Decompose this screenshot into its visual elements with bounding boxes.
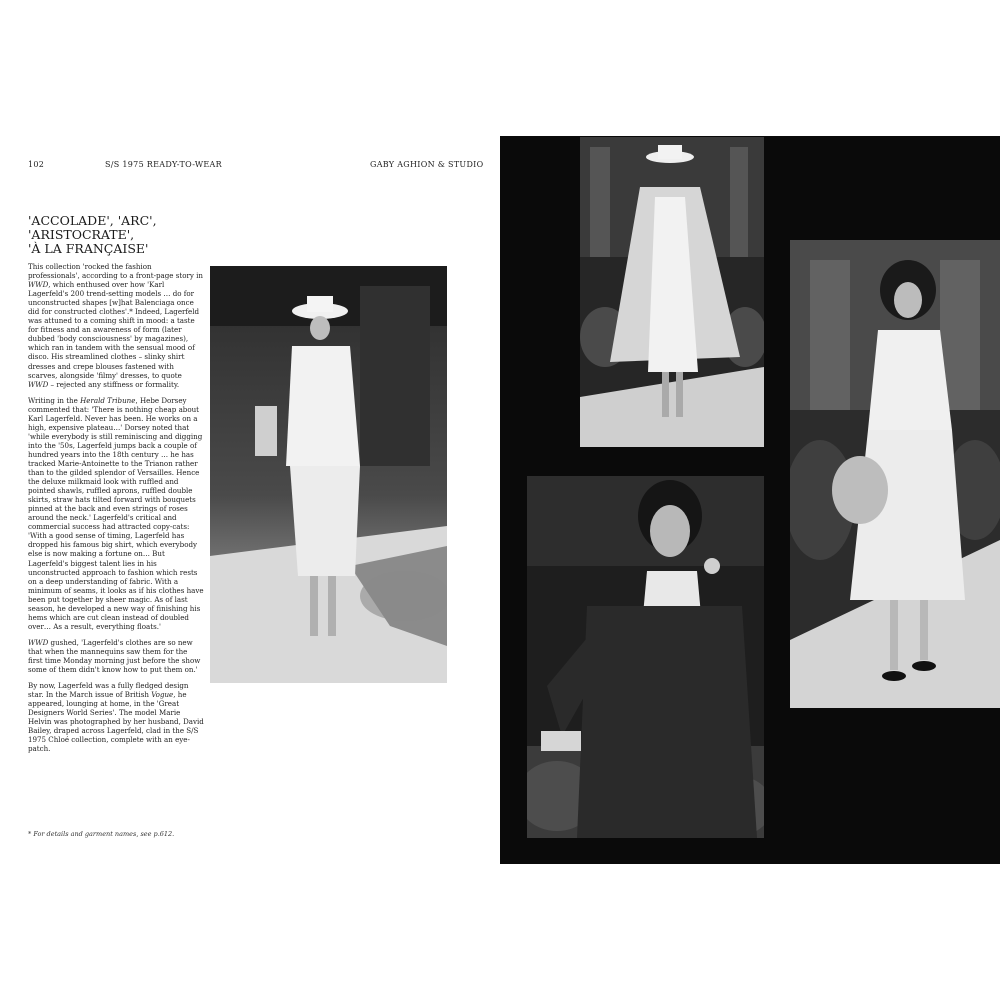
collection-title — [28, 214, 198, 256]
runway-photo-ruffled-dress — [790, 240, 1000, 708]
paragraph: By now, Lagerfeld was a fully fledged design star. In the March issue of British Vogue, he appeared, lounging at home, in the 'Great Designers World Series'. The model Marie Helvin was photographed by her husband, David Bailey, draped across Lagerfeld, clad in the S/S 1975 Chloé collection, complete with an eye-patch. — [28, 681, 204, 754]
studio-label: GABY AGHION & STUDIO — [370, 160, 484, 169]
footnote: * For details and garment names, see p.612. — [28, 830, 175, 838]
paragraph: Writing in the Herald Tribune, Hebe Dorsey commented that: 'There is nothing cheap about Karl Lagerfeld. Never has been. He works on a high, expensive plateau…' Dorsey noted that 'while everybody is still reminiscing and digging into the '50s, Lagerfeld jumps back a couple of hundred years into the 18th century … he has tracked Marie-Antoinette to the Trianon rather than to the gilded splendor of Versailles. Hence the deluxe milkmaid look with ruffled and pointed shawls, ruffled aprons, ruffled double skirts, straw hats tilted forward with bouquets pinned at the back and even strings of roses around the neck.' Lagerfeld's critical and commercial success had attracted copy-cats: 'With a good sense of timing, Lagerfeld has dropped his famous big shirt, which everybody else is now making a fortune on… But Lagerfeld's biggest talent lies in his unconstructed approach to fashion which rests on a deep understanding of fabric. With a minimum of seams, it looks as if his clothes have been put together by sheer magic. As of last season, he developed a new way of finishing his hems which are cut clean instead of doubled over… As a result, everything floats.' — [28, 395, 204, 631]
title-line: 'À LA FRANÇAISE' — [28, 241, 149, 256]
paragraph: This collection 'rocked the fashion professionals', according to a front-page story in WWD, which enthused over how 'Karl Lagerfeld's 200 trend-setting models … do for unconstructed shapes [w]hat Balenciaga once did for constructed clothes'.* Indeed, Lagerfeld was attuned to a coming shift in mood: a taste for fitness and an awareness of form (later dubbed 'body consciousness' by magazines), which ran in tandem with the sensual mood of disco. His streamlined clothes – slinky shirt dresses and crepe blouses fastened with scarves, alongside 'filmy' dresses, to quote WWD – rejected any stiffness or formality. — [28, 262, 204, 389]
runway-photo-white-suit — [210, 266, 447, 683]
runway-photo-white-coat — [580, 137, 764, 447]
title-line: 'ARISTOCRATE', — [28, 227, 135, 242]
title-line: 'ACCOLADE', 'ARC', — [28, 213, 157, 228]
section-label: S/S 1975 READY-TO-WEAR — [105, 160, 222, 169]
runway-photo-dark-cardigan — [527, 476, 764, 838]
body-text — [28, 262, 204, 760]
paragraph: WWD gushed, 'Lagerfeld's clothes are so new that when the mannequins saw them for the first time Monday morning just before the show some of them didn't know how to put them on.' — [28, 637, 201, 675]
page-number: 102 — [28, 160, 45, 169]
